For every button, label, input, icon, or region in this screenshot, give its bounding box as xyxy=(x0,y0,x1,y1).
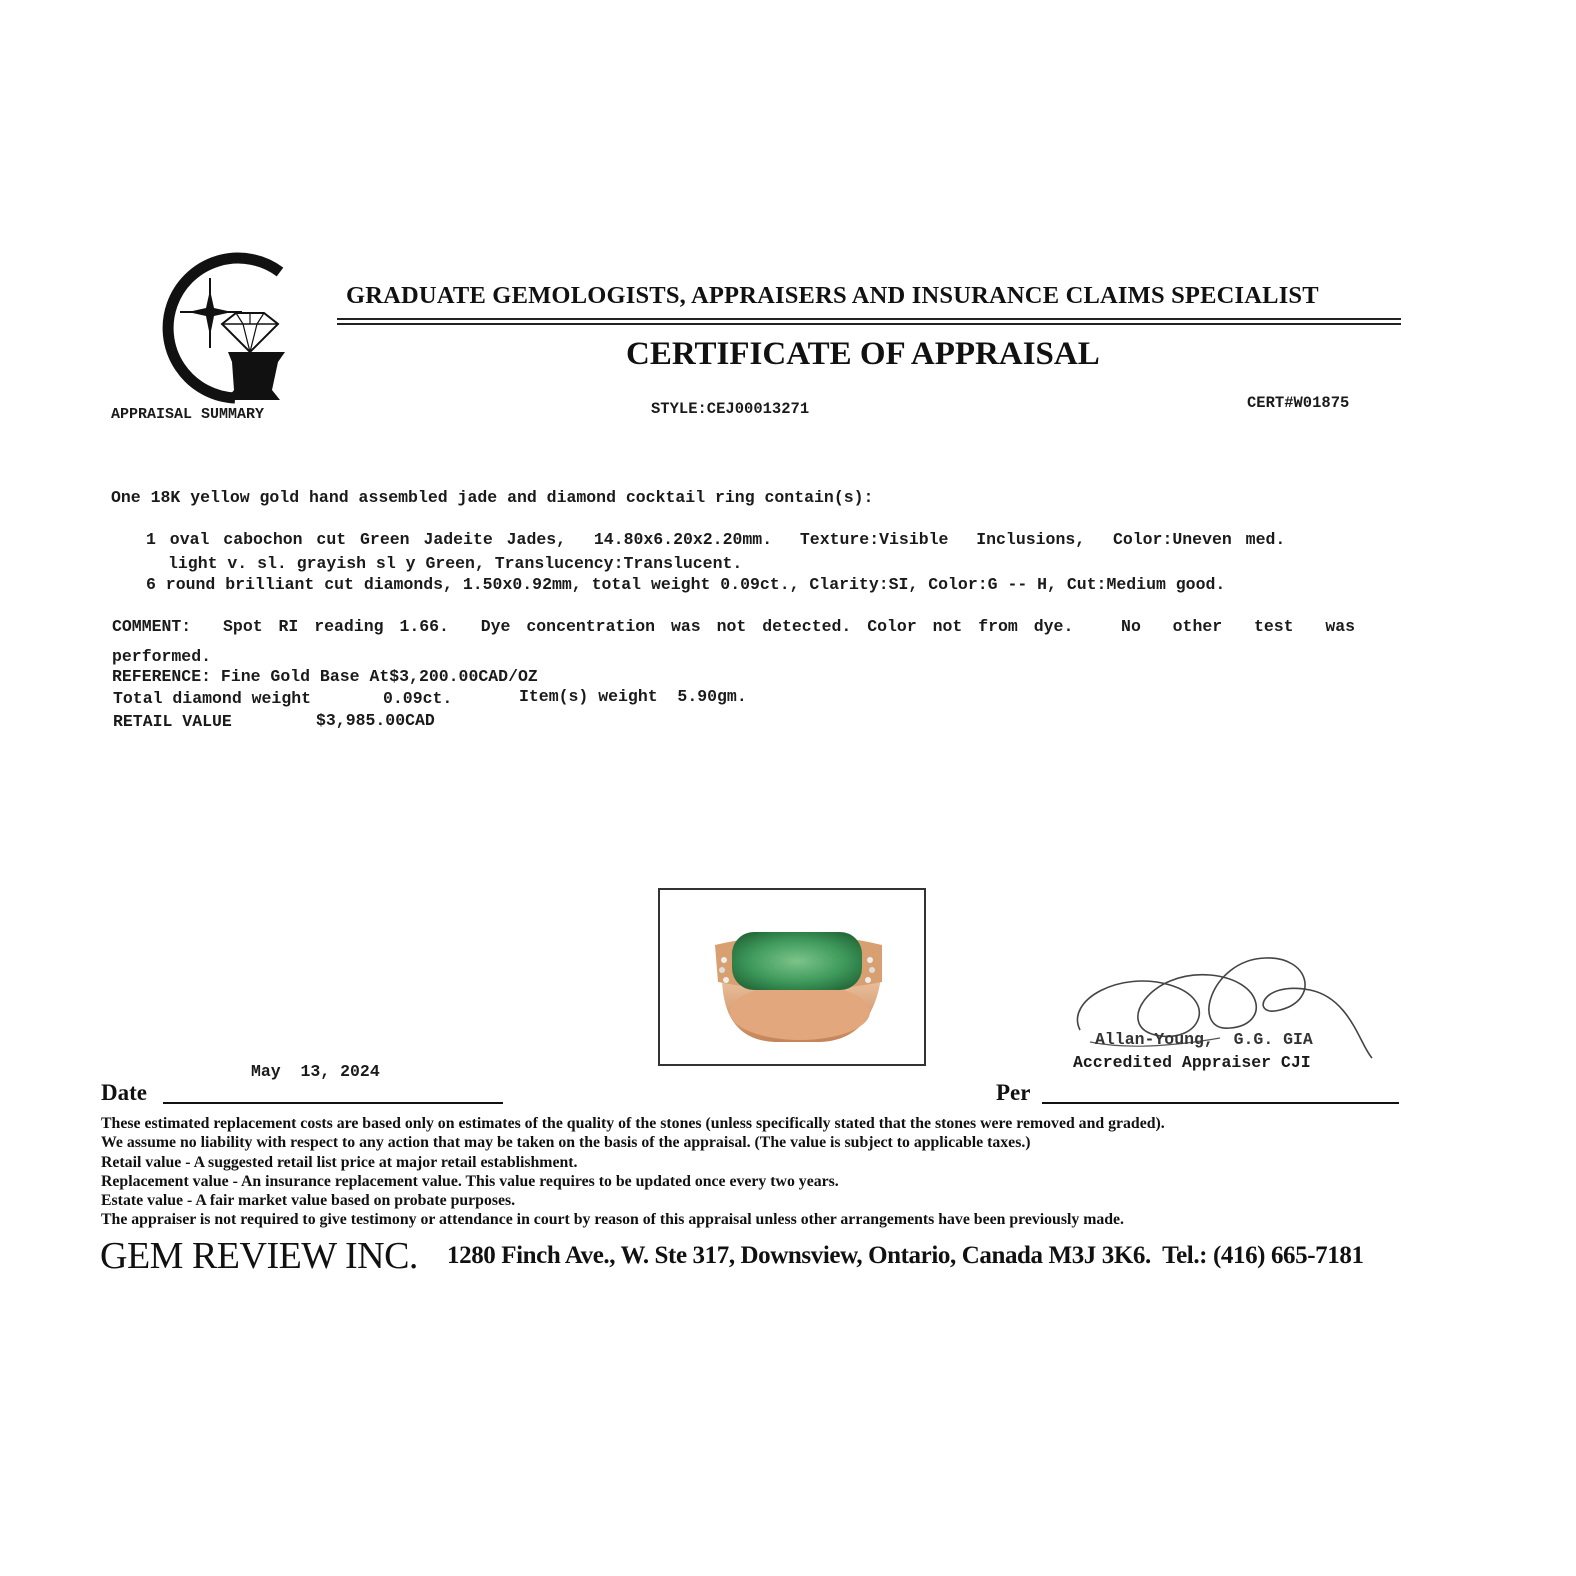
disclaimer-line: The appraiser is not required to give testimony or attendance in court by reason of this appraisal unless other arrangements have been previously made. xyxy=(101,1211,1125,1228)
item-diamonds: 6 round brilliant cut diamonds, 1.50x0.92mm, total weight 0.09ct., Clarity:SI, Color:G -- H, Cut:Medium good. xyxy=(146,575,1226,594)
comment-line-2: performed. xyxy=(112,647,212,666)
header-title: GRADUATE GEMOLOGISTS, APPRAISERS AND INSURANCE CLAIMS SPECIALIST xyxy=(346,282,1319,309)
certificate-title: CERTIFICATE OF APPRAISAL xyxy=(626,336,1100,372)
appraisal-summary-label: APPRAISAL SUMMARY xyxy=(111,406,265,423)
disclaimer-line: Replacement value - An insurance replacement value. This value requires to be updated once every two years. xyxy=(101,1173,839,1190)
certificate-number: CERT#W01875 xyxy=(1247,394,1350,412)
signature-scribble-icon xyxy=(1060,950,1380,1070)
disclaimer-line: These estimated replacement costs are based only on estimates of the quality of the stones (unless specifically stated that the stones were removed and graded). xyxy=(101,1115,1165,1132)
per-label: Per xyxy=(996,1080,1031,1105)
ring-image xyxy=(660,890,924,1064)
total-diamond-label: Total diamond weight xyxy=(113,689,312,708)
company-address: 1280 Finch Ave., W. Ste 317, Downsview, Ontario, Canada M3J 3K6. Tel.: (416) 665-7181 xyxy=(447,1242,1364,1269)
disclaimer-line: We assume no liability with respect to any action that may be taken on the basis of the appraisal. (The value is subject to applicable taxes.) xyxy=(101,1134,1031,1151)
signer-title: Accredited Appraiser CJI xyxy=(1073,1053,1311,1072)
header-rule xyxy=(337,318,1401,320)
retail-value: $3,985.00CAD xyxy=(316,711,435,730)
retail-value-label: RETAIL VALUE xyxy=(113,712,232,731)
item-weight: Item(s) weight 5.90gm. xyxy=(519,687,747,706)
signer-name: Allan-Young, G.G. GIA xyxy=(1095,1030,1313,1049)
comment-line-1: COMMENT: Spot RI reading 1.66. Dye concentration was not detected. Color not from dye. No other test was xyxy=(112,617,1356,636)
total-diamond-value: 0.09ct. xyxy=(383,689,453,708)
header-rule xyxy=(337,323,1401,325)
company-name: GEM REVIEW INC. xyxy=(100,1235,418,1277)
date-label: Date xyxy=(101,1080,147,1105)
date-signature-line xyxy=(163,1102,503,1104)
item-jade-line-1: 1 oval cabochon cut Green Jadeite Jades, 14.80x6.20x2.20mm. Texture:Visible Inclusions, Color:Uneven med. xyxy=(146,530,1286,549)
reference-line: REFERENCE: Fine Gold Base At$3,200.00CAD/OZ xyxy=(112,667,538,686)
disclaimer-line: Retail value - A suggested retail list price at major retail establishment. xyxy=(101,1154,578,1171)
ring-photo xyxy=(658,888,926,1066)
style-number: STYLE:CEJ00013271 xyxy=(651,400,810,418)
item-jade-line-2: light v. sl. grayish sl y Green, Translucency:Translucent. xyxy=(168,554,743,573)
per-signature-line xyxy=(1042,1102,1399,1104)
gem-star-logo-icon xyxy=(140,240,305,410)
disclaimer-line: Estate value - A fair market value based on probate purposes. xyxy=(101,1192,516,1209)
description-intro: One 18K yellow gold hand assembled jade and diamond cocktail ring contain(s): xyxy=(111,488,874,507)
date-value: May 13, 2024 xyxy=(251,1062,380,1081)
